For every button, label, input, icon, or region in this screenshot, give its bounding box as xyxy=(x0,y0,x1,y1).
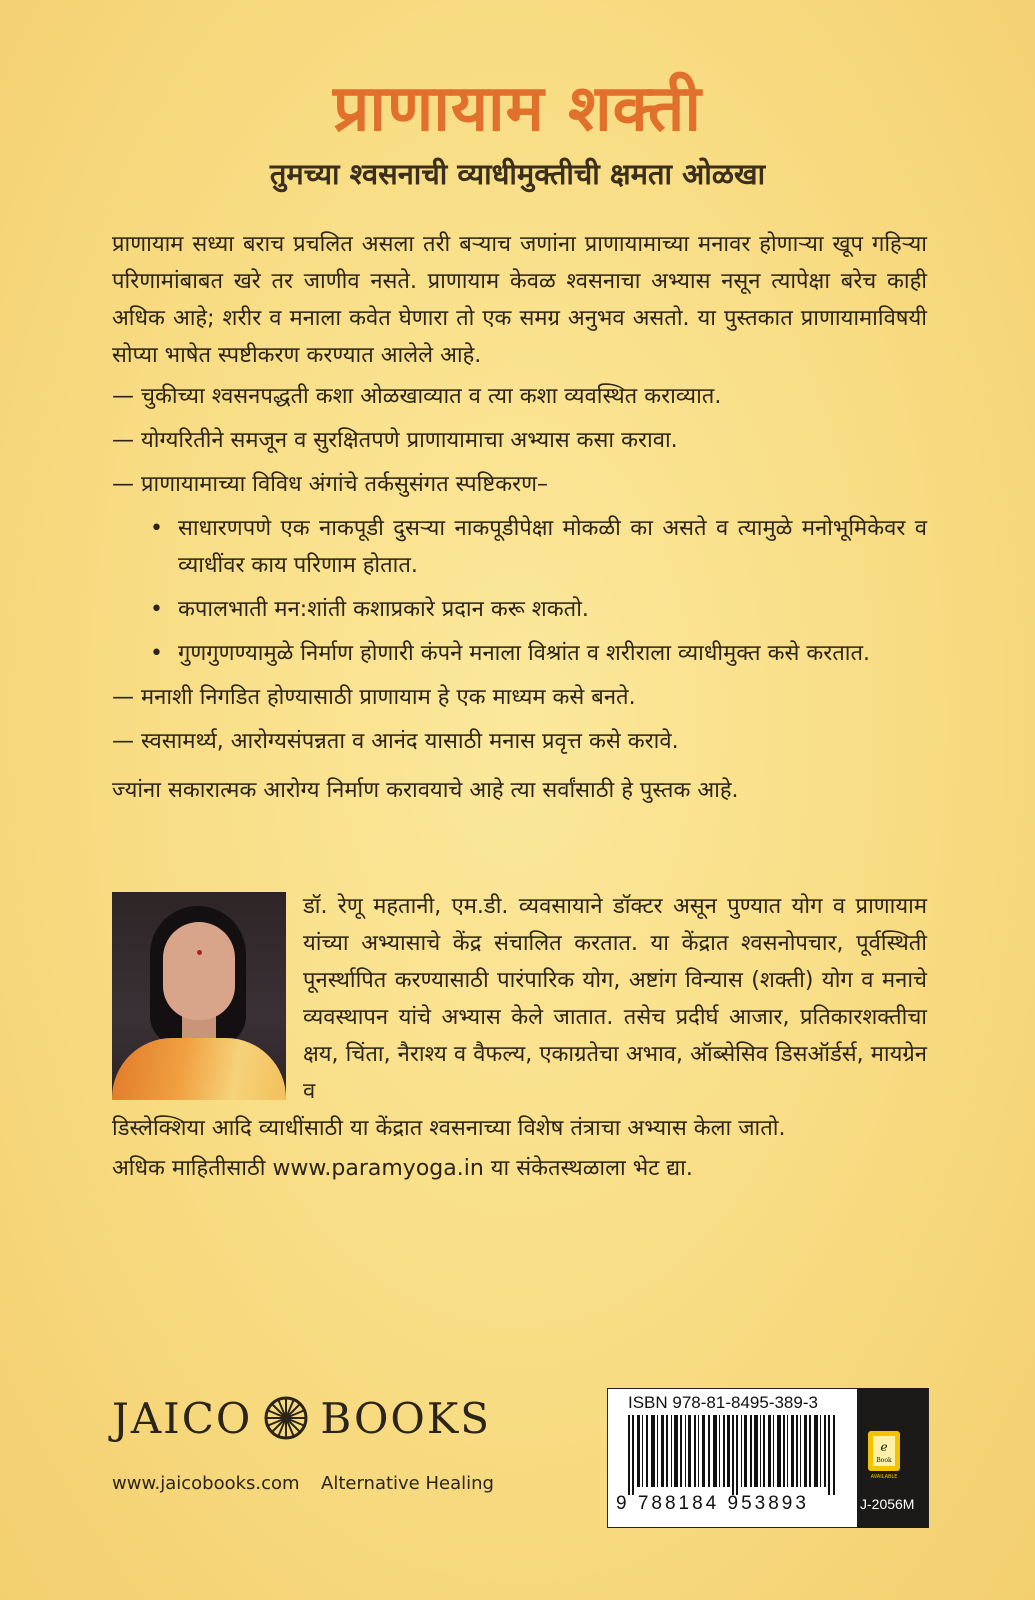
wheel-icon xyxy=(264,1396,308,1440)
barcode-block xyxy=(607,1388,929,1528)
isbn-text: ISBN 978-81-8495-389-3 xyxy=(628,1393,818,1412)
blurb xyxy=(112,226,927,809)
point-item: — स्वसामर्थ्य, आरोग्यसंपन्नता व आनंद यासाठी मनास प्रवृत्त कसे करावे. xyxy=(112,729,679,754)
svg-text:Book: Book xyxy=(876,1457,892,1464)
author-photo xyxy=(112,892,286,1100)
more-info-line: अधिक माहितीसाठी www.paramyoga.in या संकेतस्थळाला भेट द्या. xyxy=(112,1156,693,1181)
point-item: — मनाशी निगडित होण्यासाठी प्राणायाम हे एक माध्यम कसे बनते. xyxy=(112,685,636,710)
author-bio-continued: डिस्लेक्शिया आदि व्याधींसाठी या केंद्रात श्वसनाच्या विशेष तंत्राचा अभ्यास केला जातो. xyxy=(112,1116,786,1141)
point-item: — चुकीच्या श्वसनपद्धती कशा ओळखाव्यात व त्या कशा व्यवस्थित कराव्यात. xyxy=(112,384,722,409)
svg-text:e: e xyxy=(880,1440,888,1454)
book-title: प्राणायाम शक्ती xyxy=(333,72,702,146)
book-category: Alternative Healing xyxy=(321,1473,494,1494)
svg-text:AVAILABLE: AVAILABLE xyxy=(870,1474,898,1479)
subpoint-item: • गुणगुणण्यामुळे निर्माण होणारी कंपने मनाला विश्रांत व शरीराला व्याधीमुक्त कसे करतात. xyxy=(112,635,927,672)
publisher-name-right: BOOKS xyxy=(320,1393,491,1443)
product-code: J-2056M xyxy=(860,1496,915,1512)
publisher-url: www.jaicobooks.com xyxy=(112,1473,300,1494)
subpoint-item: • साधारणपणे एक नाकपूडी दुसऱ्या नाकपूडीपेक्षा मोकळी का असते व त्यामुळे मनोभूमिकेवर व व्याधींवर काय परिणाम होतात. xyxy=(112,510,927,584)
barcode-digits: 9 788184 953893 xyxy=(616,1493,809,1514)
bullet-icon: • xyxy=(150,516,163,541)
author-bio: डॉ. रेणू महतानी, एम.डी. व्यवसायाने डॉक्टर असून पुण्यात योग व प्राणायाम यांच्या अभ्यासाचे केंद्र संचालित करतात. या केंद्रात श्वसनोपचार, पूर्वस्थिती पूनर्स्थापित करण्यासाठी पारंपारिक योग, अष्टांग विन्यास (शक्ती) योग व मनाचे व्यवस्थापन यांचे अभ्यास केले जातात. तसेच प्रदीर्घ आजार, प्रतिकारशक्तीचा क्षय, चिंता, नैराश्य व वैफल्य, एकाग्रतेचा अभाव, ऑब्सेसिव डिसऑर्डर्स, मायग्रेन व xyxy=(303,894,927,1104)
ebook-icon xyxy=(864,1429,904,1479)
bullet-icon: • xyxy=(150,597,163,622)
bullet-icon: • xyxy=(150,641,163,666)
closing-line: ज्यांना सकारात्मक आरोग्य निर्माण करावयाचे आहे त्या सर्वांसाठी हे पुस्तक आहे. xyxy=(112,778,739,803)
point-item: — प्राणायामाच्या विविध अंगांचे तर्कसुसंगत स्पष्टिकरण– xyxy=(112,472,549,497)
book-subtitle: तुमच्या श्वसनाची व्याधीमुक्तीची क्षमता ओळखा xyxy=(269,157,766,191)
publisher-name-left: JAICO xyxy=(112,1393,253,1443)
barcode-icon xyxy=(628,1415,840,1495)
subpoint-list xyxy=(112,510,927,672)
publisher-logo xyxy=(112,1392,491,1444)
subpoint-item: • कपालभाती मन:शांती कशाप्रकारे प्रदान करू शकतो. xyxy=(112,591,927,628)
intro-paragraph: प्राणायाम सध्या बराच प्रचलित असला तरी बऱ्याच जणांना प्राणायामाच्या मनावर होणाऱ्या खूप गहिऱ्या परिणामांबाबत खरे तर जाणीव नसते. प्राणायाम केवळ श्वसनाचा अभ्यास नसून त्यापेक्षा बरेच काही अधिक आहे; शरीर व मनाला कवेत घेणारा तो एक समग्र अनुभव असतो. या पुस्तकात प्राणायामाविषयी सोप्या भाषेत स्पष्टीकरण करण्यात आलेले आहे. xyxy=(112,232,927,368)
point-item: — योग्यरितीने समजून व सुरक्षितपणे प्राणायामाचा अभ्यास कसा करावा. xyxy=(112,428,678,453)
